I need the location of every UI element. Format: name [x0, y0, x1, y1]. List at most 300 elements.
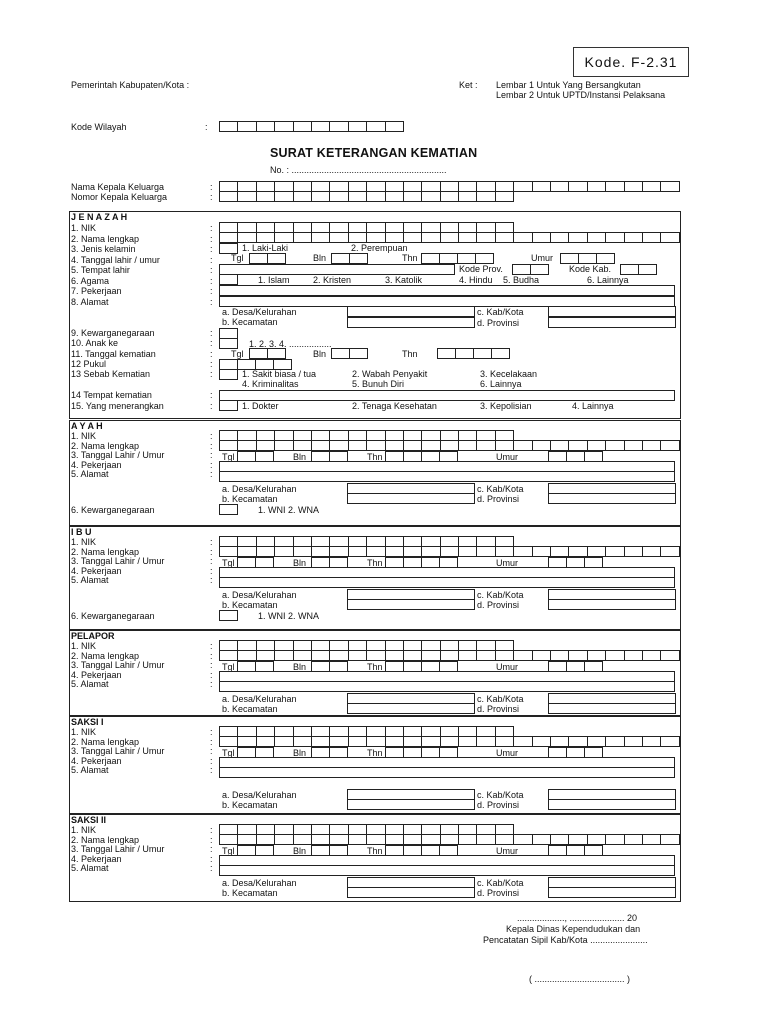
input-cell[interactable]: [311, 650, 330, 661]
input-cell[interactable]: [550, 834, 569, 845]
ibu-nama-boxes[interactable]: [219, 546, 679, 557]
input-cell[interactable]: [349, 348, 368, 359]
kode-wilayah-boxes[interactable]: [219, 121, 403, 132]
input-cell[interactable]: [348, 121, 367, 132]
input-cell[interactable]: [421, 546, 440, 557]
input-cell[interactable]: [329, 121, 348, 132]
input-cell[interactable]: [495, 232, 514, 243]
input-cell[interactable]: [605, 181, 624, 192]
pelapor-heading: PELAPOR: [71, 631, 115, 641]
thn-kematian-boxes[interactable]: [437, 348, 509, 359]
input-cell[interactable]: [311, 191, 330, 202]
input-cell[interactable]: [605, 736, 624, 747]
pelapor-alamat-field[interactable]: [219, 681, 675, 692]
input-cell[interactable]: [366, 650, 385, 661]
input-cell[interactable]: [476, 736, 495, 747]
input-cell[interactable]: [660, 440, 679, 451]
input-cell[interactable]: [605, 232, 624, 243]
jenazah-row-label: 4. Tanggal lahir / umur: [71, 254, 160, 265]
umur-boxes[interactable]: [560, 253, 614, 264]
input-cell[interactable]: [440, 546, 459, 557]
input-cell[interactable]: [605, 546, 624, 557]
input-cell[interactable]: [495, 736, 514, 747]
input-cell[interactable]: [476, 546, 495, 557]
input-cell[interactable]: [587, 181, 606, 192]
tempat-lahir-field[interactable]: [219, 264, 455, 275]
input-cell[interactable]: [440, 650, 459, 661]
input-cell[interactable]: [274, 834, 293, 845]
input-cell[interactable]: [495, 834, 514, 845]
input-cell[interactable]: [385, 121, 404, 132]
input-cell[interactable]: [348, 736, 367, 747]
input-cell[interactable]: [331, 253, 350, 264]
input-cell[interactable]: [421, 834, 440, 845]
input-cell[interactable]: [403, 650, 422, 661]
colon: :: [210, 431, 213, 441]
colon: :: [210, 669, 213, 680]
input-cell[interactable]: [568, 650, 587, 661]
input-cell[interactable]: [513, 834, 532, 845]
input-cell[interactable]: [660, 181, 679, 192]
input-cell[interactable]: [329, 440, 348, 451]
input-cell[interactable]: [550, 440, 569, 451]
saksi1-kec-field[interactable]: [347, 799, 475, 810]
kec-label: b. Kecamatan: [222, 800, 278, 810]
input-cell[interactable]: [366, 121, 385, 132]
input-cell[interactable]: [550, 736, 569, 747]
input-cell[interactable]: [348, 191, 367, 202]
colon: :: [210, 546, 213, 557]
input-cell[interactable]: [587, 232, 606, 243]
bln-kematian-boxes[interactable]: [331, 348, 367, 359]
input-cell[interactable]: [458, 440, 477, 451]
input-cell[interactable]: [366, 232, 385, 243]
input-cell[interactable]: [660, 232, 679, 243]
tempat-kematian-field[interactable]: [219, 390, 675, 401]
anak-ke-box[interactable]: [219, 338, 237, 349]
colon: :: [210, 459, 213, 470]
input-cell[interactable]: [491, 348, 510, 359]
input-cell[interactable]: [458, 650, 477, 661]
input-cell[interactable]: [219, 736, 238, 747]
input-cell[interactable]: [348, 650, 367, 661]
input-cell[interactable]: [293, 650, 312, 661]
input-cell[interactable]: [366, 440, 385, 451]
input-cell[interactable]: [366, 834, 385, 845]
input-cell[interactable]: [587, 440, 606, 451]
prov-field[interactable]: [548, 317, 676, 328]
input-cell[interactable]: [458, 736, 477, 747]
saksi1-heading: SAKSI I: [71, 717, 104, 727]
input-cell[interactable]: [421, 736, 440, 747]
input-cell[interactable]: [440, 834, 459, 845]
ket-line-2: Lembar 2 Untuk UPTD/Instansi Pelaksana: [496, 90, 666, 100]
input-cell[interactable]: [249, 253, 268, 264]
input-cell[interactable]: [458, 834, 477, 845]
input-cell[interactable]: [587, 650, 606, 661]
pelapor-nama-boxes[interactable]: [219, 650, 679, 661]
input-cell[interactable]: [256, 736, 275, 747]
input-cell[interactable]: [532, 232, 551, 243]
date-line[interactable]: ..................., ...................... 20: [517, 913, 638, 923]
input-cell[interactable]: [311, 232, 330, 243]
menerangkan-box[interactable]: [219, 400, 237, 411]
input-cell[interactable]: [349, 253, 368, 264]
form-number[interactable]: No. : ..............................................................: [270, 165, 447, 175]
saksi1-nama-boxes[interactable]: [219, 736, 679, 747]
nomor-kepala-boxes[interactable]: [219, 191, 513, 202]
input-cell[interactable]: [568, 546, 587, 557]
saksi1-prov-field[interactable]: [548, 799, 676, 810]
input-cell[interactable]: [256, 650, 275, 661]
input-cell[interactable]: [311, 834, 330, 845]
input-cell[interactable]: [256, 834, 275, 845]
input-cell[interactable]: [532, 650, 551, 661]
colon: :: [210, 746, 213, 757]
pelapor-kec-field[interactable]: [347, 703, 475, 714]
input-cell[interactable]: [660, 650, 679, 661]
input-cell[interactable]: [385, 232, 404, 243]
input-cell[interactable]: [421, 232, 440, 243]
input-cell[interactable]: [440, 736, 459, 747]
sebab-box[interactable]: [219, 369, 237, 380]
input-cell[interactable]: [237, 191, 256, 202]
input-cell[interactable]: [293, 191, 312, 202]
input-cell[interactable]: [638, 264, 657, 275]
input-cell[interactable]: [532, 181, 551, 192]
input-cell[interactable]: [495, 440, 514, 451]
input-cell[interactable]: [624, 736, 643, 747]
input-cell[interactable]: [476, 650, 495, 661]
ibu-alamat-field[interactable]: [219, 577, 675, 588]
input-cell[interactable]: [329, 834, 348, 845]
input-cell[interactable]: [311, 736, 330, 747]
input-cell[interactable]: [293, 546, 312, 557]
input-cell[interactable]: [249, 348, 268, 359]
jenazah-nama-boxes[interactable]: [219, 232, 679, 243]
tgl-boxes[interactable]: [249, 253, 285, 264]
input-cell[interactable]: [256, 440, 275, 451]
kode-kab-boxes[interactable]: [620, 264, 656, 275]
input-cell[interactable]: [550, 546, 569, 557]
input-cell[interactable]: [293, 736, 312, 747]
input-cell[interactable]: [513, 650, 532, 661]
input-cell[interactable]: [237, 546, 256, 557]
input-cell[interactable]: [605, 834, 624, 845]
tgl-kematian-boxes[interactable]: [249, 348, 285, 359]
input-cell[interactable]: [513, 232, 532, 243]
ibu-prov-field[interactable]: [548, 599, 676, 610]
input-cell[interactable]: [403, 232, 422, 243]
colon: :: [205, 122, 208, 132]
input-cell[interactable]: [458, 232, 477, 243]
input-cell[interactable]: [274, 546, 293, 557]
input-cell[interactable]: [587, 546, 606, 557]
kec-field[interactable]: [347, 317, 475, 328]
input-cell[interactable]: [421, 440, 440, 451]
input-cell[interactable]: [219, 400, 238, 411]
input-cell[interactable]: [348, 546, 367, 557]
colon: :: [210, 660, 213, 671]
input-cell[interactable]: [568, 736, 587, 747]
umur-label: Umur: [531, 253, 553, 263]
input-cell[interactable]: [578, 253, 597, 264]
input-cell[interactable]: [513, 546, 532, 557]
desa-label: a. Desa/Kelurahan: [222, 878, 297, 888]
input-cell[interactable]: [274, 440, 293, 451]
kode-wilayah-label: Kode Wilayah: [71, 122, 127, 132]
colon: :: [210, 469, 213, 480]
input-cell[interactable]: [348, 440, 367, 451]
input-cell[interactable]: [274, 191, 293, 202]
input-cell[interactable]: [642, 546, 661, 557]
input-cell[interactable]: [440, 440, 459, 451]
input-cell[interactable]: [512, 264, 531, 275]
input-cell[interactable]: [329, 546, 348, 557]
input-cell[interactable]: [366, 191, 385, 202]
input-cell[interactable]: [219, 232, 238, 243]
input-cell[interactable]: [219, 834, 238, 845]
input-cell[interactable]: [624, 650, 643, 661]
input-cell[interactable]: [624, 232, 643, 243]
umur-label: Umur: [496, 452, 518, 462]
input-cell[interactable]: [642, 650, 661, 661]
input-cell[interactable]: [550, 650, 569, 661]
input-cell[interactable]: [476, 440, 495, 451]
input-cell[interactable]: [274, 232, 293, 243]
input-cell[interactable]: [642, 440, 661, 451]
input-cell[interactable]: [385, 191, 404, 202]
input-cell[interactable]: [403, 736, 422, 747]
tgl-label: Tgl: [222, 558, 235, 568]
ayah-row-label: 1. NIK: [71, 431, 97, 441]
input-cell[interactable]: [568, 440, 587, 451]
input-cell[interactable]: [440, 232, 459, 243]
input-cell[interactable]: [219, 369, 238, 380]
saksi2-kec-field[interactable]: [347, 887, 475, 898]
input-cell[interactable]: [219, 504, 238, 515]
pelapor-row-label: 5. Alamat: [71, 679, 109, 690]
colon: :: [210, 440, 213, 451]
input-cell[interactable]: [532, 736, 551, 747]
input-cell[interactable]: [495, 546, 514, 557]
input-cell[interactable]: [642, 181, 661, 192]
input-cell[interactable]: [237, 650, 256, 661]
input-cell[interactable]: [620, 264, 639, 275]
input-cell[interactable]: [219, 121, 238, 132]
input-cell[interactable]: [550, 181, 569, 192]
input-cell[interactable]: [293, 121, 312, 132]
input-cell[interactable]: [605, 650, 624, 661]
input-cell[interactable]: [568, 181, 587, 192]
input-cell[interactable]: [311, 440, 330, 451]
input-cell[interactable]: [274, 736, 293, 747]
input-cell[interactable]: [256, 232, 275, 243]
input-cell[interactable]: [421, 191, 440, 202]
input-cell[interactable]: [642, 232, 661, 243]
input-cell[interactable]: [642, 736, 661, 747]
input-cell[interactable]: [421, 650, 440, 661]
jenazah-row-label: 2. Nama lengkap: [71, 233, 140, 244]
ayah-kwn-box[interactable]: [219, 504, 237, 515]
input-cell[interactable]: [495, 191, 514, 202]
saksi2-nama-boxes[interactable]: [219, 834, 679, 845]
input-cell[interactable]: [403, 834, 422, 845]
input-cell[interactable]: [256, 546, 275, 557]
input-cell[interactable]: [274, 121, 293, 132]
input-cell[interactable]: [237, 440, 256, 451]
input-cell[interactable]: [596, 253, 615, 264]
input-cell[interactable]: [605, 440, 624, 451]
input-cell[interactable]: [237, 834, 256, 845]
input-cell[interactable]: [458, 191, 477, 202]
input-cell[interactable]: [473, 348, 492, 359]
input-cell[interactable]: [624, 546, 643, 557]
input-cell[interactable]: [475, 253, 494, 264]
input-cell[interactable]: [495, 650, 514, 661]
ket-line-1: Lembar 1 Untuk Yang Bersangkutan: [496, 80, 641, 90]
input-cell[interactable]: [348, 834, 367, 845]
input-cell[interactable]: [476, 191, 495, 202]
pemerintah-label: Pemerintah Kabupaten/Kota :: [71, 80, 190, 90]
input-cell[interactable]: [385, 834, 404, 845]
input-cell[interactable]: [293, 232, 312, 243]
input-cell[interactable]: [642, 834, 661, 845]
input-cell[interactable]: [513, 736, 532, 747]
ibu-row-label: 5. Alamat: [71, 575, 109, 586]
input-cell[interactable]: [329, 191, 348, 202]
input-cell[interactable]: [455, 348, 474, 359]
input-cell[interactable]: [237, 736, 256, 747]
tgl-kematian-label: Tgl: [231, 349, 244, 359]
input-cell[interactable]: [256, 191, 275, 202]
pekerjaan-field[interactable]: [219, 285, 675, 296]
ayah-kec-field[interactable]: [347, 493, 475, 504]
input-cell[interactable]: [457, 253, 476, 264]
input-cell[interactable]: [219, 338, 238, 349]
pelapor-prov-field[interactable]: [548, 703, 676, 714]
input-cell[interactable]: [219, 191, 238, 202]
input-cell[interactable]: [385, 736, 404, 747]
saksi2-prov-field[interactable]: [548, 887, 676, 898]
input-cell[interactable]: [219, 274, 238, 285]
ibu-kwn-box[interactable]: [219, 610, 237, 621]
desa-field[interactable]: [347, 306, 475, 317]
ayah-prov-field[interactable]: [548, 493, 676, 504]
input-cell[interactable]: [237, 121, 256, 132]
input-cell[interactable]: [476, 232, 495, 243]
signature-name-line[interactable]: ( .................................... ): [529, 974, 631, 984]
input-cell[interactable]: [311, 121, 330, 132]
input-cell[interactable]: [624, 181, 643, 192]
input-cell[interactable]: [532, 834, 551, 845]
input-cell[interactable]: [219, 650, 238, 661]
input-cell[interactable]: [366, 546, 385, 557]
input-cell[interactable]: [476, 834, 495, 845]
ibu-kec-field[interactable]: [347, 599, 475, 610]
input-cell[interactable]: [513, 181, 532, 192]
desa-label: a. Desa/Kelurahan: [222, 590, 297, 600]
input-cell[interactable]: [568, 232, 587, 243]
input-cell[interactable]: [403, 546, 422, 557]
input-cell[interactable]: [437, 348, 456, 359]
input-cell[interactable]: [568, 834, 587, 845]
input-cell[interactable]: [660, 834, 679, 845]
input-cell[interactable]: [385, 440, 404, 451]
input-cell[interactable]: [421, 253, 440, 264]
input-cell[interactable]: [550, 232, 569, 243]
input-cell[interactable]: [219, 610, 238, 621]
input-cell[interactable]: [274, 650, 293, 661]
saksi1-alamat-field[interactable]: [219, 767, 675, 778]
input-cell[interactable]: [587, 736, 606, 747]
input-cell[interactable]: [530, 264, 549, 275]
input-cell[interactable]: [237, 232, 256, 243]
input-cell[interactable]: [660, 736, 679, 747]
input-cell[interactable]: [267, 348, 286, 359]
input-cell[interactable]: [532, 440, 551, 451]
input-cell[interactable]: [311, 546, 330, 557]
kab-field[interactable]: [548, 306, 676, 317]
saksi2-heading: SAKSI II: [71, 815, 107, 825]
input-cell[interactable]: [660, 546, 679, 557]
input-cell[interactable]: [532, 546, 551, 557]
input-cell[interactable]: [329, 650, 348, 661]
saksi2-alamat-field[interactable]: [219, 865, 675, 876]
desa-label: a. Desa/Kelurahan: [222, 484, 297, 494]
agama-box[interactable]: [219, 274, 237, 285]
ayah-nama-boxes[interactable]: [219, 440, 679, 451]
prov-label: d. Provinsi: [477, 494, 520, 504]
input-cell[interactable]: [560, 253, 579, 264]
bln-boxes[interactable]: [331, 253, 367, 264]
input-cell[interactable]: [440, 191, 459, 202]
jenazah-row-label: 11. Tanggal kematian: [71, 348, 156, 359]
input-cell[interactable]: [267, 253, 286, 264]
input-cell[interactable]: [293, 440, 312, 451]
kode-prov-boxes[interactable]: [512, 264, 548, 275]
thn-boxes[interactable]: [421, 253, 493, 264]
input-cell[interactable]: [403, 440, 422, 451]
input-cell[interactable]: [219, 440, 238, 451]
input-cell[interactable]: [329, 736, 348, 747]
colon: :: [210, 244, 213, 254]
input-cell[interactable]: [348, 232, 367, 243]
input-cell[interactable]: [385, 650, 404, 661]
input-cell[interactable]: [624, 834, 643, 845]
ayah-alamat-field[interactable]: [219, 471, 675, 482]
input-cell[interactable]: [293, 834, 312, 845]
input-cell[interactable]: [219, 546, 238, 557]
bln-kematian-label: Bln: [313, 349, 327, 359]
input-cell[interactable]: [439, 253, 458, 264]
input-cell[interactable]: [624, 440, 643, 451]
input-cell[interactable]: [513, 440, 532, 451]
input-cell[interactable]: [385, 546, 404, 557]
kab-label: c. Kab/Kota: [477, 590, 524, 600]
thn-label: Thn: [402, 253, 418, 263]
input-cell[interactable]: [256, 121, 275, 132]
input-cell[interactable]: [329, 232, 348, 243]
colon: :: [210, 834, 213, 845]
input-cell[interactable]: [331, 348, 350, 359]
saksi2-row-label: 2. Nama lengkap: [71, 834, 140, 845]
input-cell[interactable]: [458, 546, 477, 557]
input-cell[interactable]: [587, 834, 606, 845]
colon: :: [210, 736, 213, 747]
input-cell[interactable]: [366, 736, 385, 747]
input-cell[interactable]: [403, 191, 422, 202]
